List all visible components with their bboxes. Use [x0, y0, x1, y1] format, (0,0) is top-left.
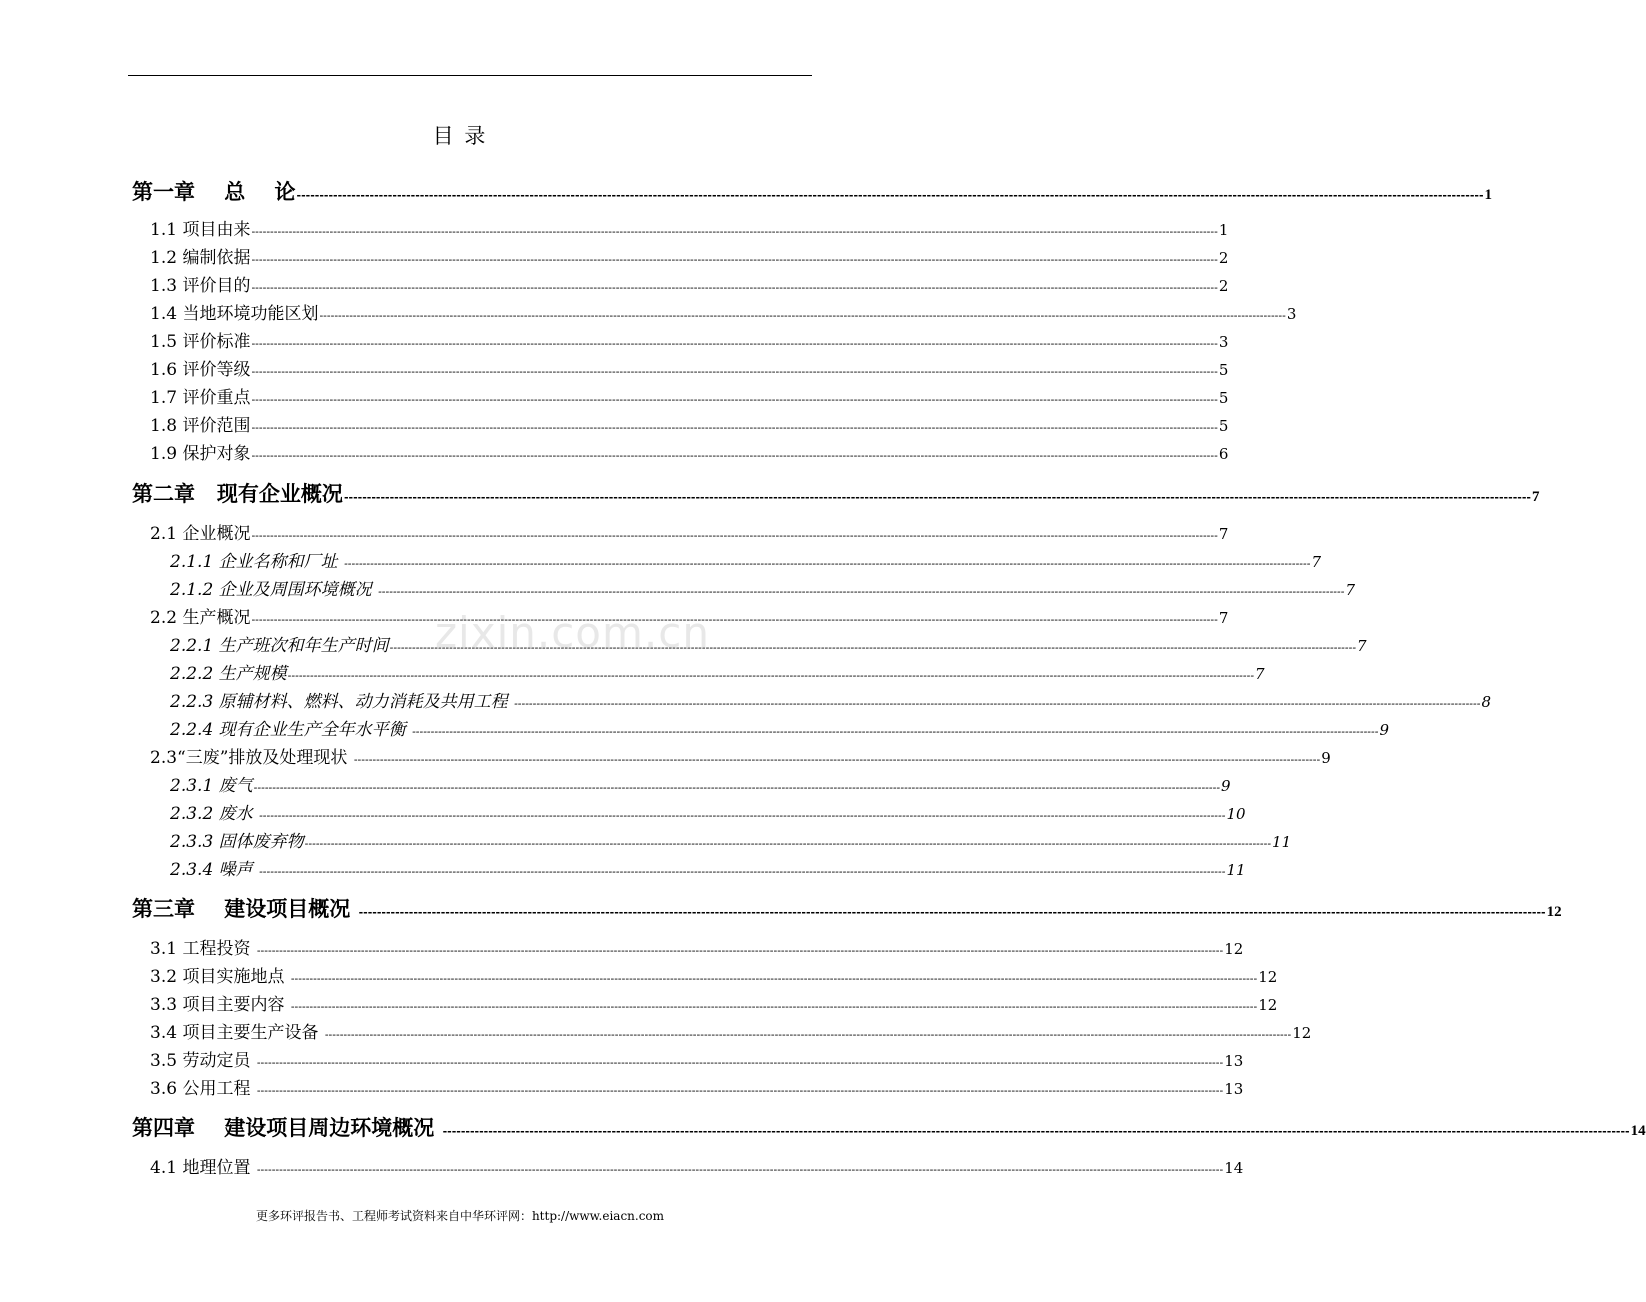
toc-entry-page: 7: [1311, 553, 1321, 571]
toc-leader-dots: --------------------------------------------------------------------------------------------------------------------------------------------------------------------------------------------------------------------------------------------------------------------: [358, 906, 1546, 919]
toc-entry-label: 2.3.4 噪声: [170, 860, 259, 880]
toc-entry[interactable]: [170, 771, 1231, 796]
toc-entry-page: 7: [1357, 637, 1367, 655]
toc-entry-label: 1.7 评价重点: [150, 388, 251, 408]
toc-entry[interactable]: [150, 1046, 1244, 1071]
toc-entry[interactable]: [150, 962, 1278, 987]
toc-leader-dots: --------------------------------------------------------------------------------------------------------------------------------------------------------------------------------------------------------------------------------------------------------------------: [259, 809, 1226, 822]
toc-leader-dots: --------------------------------------------------------------------------------------------------------------------------------------------------------------------------------------------------------------------------------------------------------------------: [296, 189, 1484, 202]
toc-entry[interactable]: [150, 519, 1229, 544]
toc-entry-page: 12: [1224, 940, 1244, 958]
toc-entry-page: 12: [1292, 1024, 1312, 1042]
toc-entry-page: 6: [1218, 445, 1229, 463]
toc-entry-page: 11: [1226, 861, 1246, 879]
toc-leader-dots: --------------------------------------------------------------------------------------------------------------------------------------------------------------------------------------------------------------------------------------------------------------------: [256, 944, 1224, 957]
toc-entry-label: 2.2.3 原辅材料、燃料、动力消耗及共用工程: [170, 692, 514, 712]
toc-leader-dots: --------------------------------------------------------------------------------------------------------------------------------------------------------------------------------------------------------------------------------------------------------------------: [344, 557, 1311, 570]
toc-entry-label: 3.4 项目主要生产设备: [150, 1023, 324, 1043]
toc-entry-page: 12: [1258, 996, 1278, 1014]
toc-leader-dots: --------------------------------------------------------------------------------------------------------------------------------------------------------------------------------------------------------------------------------------------------------------------: [251, 225, 1218, 238]
toc-leader-dots: --------------------------------------------------------------------------------------------------------------------------------------------------------------------------------------------------------------------------------------------------------------------: [259, 865, 1226, 878]
toc-entry-label: 3.5 劳动定员: [150, 1051, 256, 1071]
toc-leader-dots: --------------------------------------------------------------------------------------------------------------------------------------------------------------------------------------------------------------------------------------------------------------------: [304, 837, 1272, 850]
toc-entry-label: 3.6 公用工程: [150, 1079, 256, 1099]
toc-entry-page: 3: [1218, 333, 1229, 351]
toc-leader-dots: --------------------------------------------------------------------------------------------------------------------------------------------------------------------------------------------------------------------------------------------------------------------: [389, 641, 1357, 654]
toc-entry-label: 1.5 评价标准: [150, 332, 251, 352]
toc-leader-dots: --------------------------------------------------------------------------------------------------------------------------------------------------------------------------------------------------------------------------------------------------------------------: [251, 281, 1218, 294]
toc-entry[interactable]: [132, 1112, 1646, 1142]
toc-entry-page: 9: [1221, 777, 1231, 795]
toc-entry[interactable]: [150, 1074, 1244, 1099]
toc-entry-page: 1: [1218, 221, 1229, 239]
toc-leader-dots: --------------------------------------------------------------------------------------------------------------------------------------------------------------------------------------------------------------------------------------------------------------------: [290, 972, 1258, 985]
toc-entry[interactable]: [150, 383, 1229, 408]
toc-entry-page: 5: [1218, 361, 1229, 379]
toc-entry-label: 1.2 编制依据: [150, 248, 251, 268]
toc-entry-page: 13: [1224, 1052, 1244, 1070]
toc-leader-dots: --------------------------------------------------------------------------------------------------------------------------------------------------------------------------------------------------------------------------------------------------------------------: [251, 253, 1218, 266]
toc-entry[interactable]: [170, 799, 1246, 824]
toc-leader-dots: --------------------------------------------------------------------------------------------------------------------------------------------------------------------------------------------------------------------------------------------------------------------: [343, 491, 1531, 504]
toc-entry[interactable]: [132, 478, 1540, 508]
toc-entry-label: 1.1 项目由来: [150, 220, 251, 240]
toc-leader-dots: --------------------------------------------------------------------------------------------------------------------------------------------------------------------------------------------------------------------------------------------------------------------: [256, 1163, 1224, 1176]
toc-entry-label: 2.1 企业概况: [150, 524, 251, 544]
toc-entry-page: 9: [1379, 721, 1389, 739]
toc-entry-page: 2: [1218, 277, 1229, 295]
toc-entry-label: 2.2.2 生产规模: [170, 664, 287, 684]
toc-entry-page: 3: [1286, 305, 1297, 323]
toc-entry[interactable]: [170, 659, 1265, 684]
toc-entry[interactable]: [150, 603, 1229, 628]
toc-entry-label: 3.1 工程投资: [150, 939, 256, 959]
toc-leader-dots: --------------------------------------------------------------------------------------------------------------------------------------------------------------------------------------------------------------------------------------------------------------------: [514, 697, 1481, 710]
toc-entry[interactable]: [170, 575, 1355, 600]
page-footer: 更多环评报告书、工程师考试资料来自中华环评网：http://www.eiacn.com: [255, 1209, 665, 1223]
toc-entry[interactable]: [150, 327, 1229, 352]
toc-entry-label: 4.1 地理位置: [150, 1158, 256, 1178]
toc-entry-label: 2.3.2 废水: [170, 804, 259, 824]
toc-entry-label: 1.9 保护对象: [150, 444, 251, 464]
toc-entry-page: 7: [1218, 525, 1229, 543]
toc-entry-page: 8: [1481, 693, 1491, 711]
toc-leader-dots: --------------------------------------------------------------------------------------------------------------------------------------------------------------------------------------------------------------------------------------------------------------------: [442, 1125, 1630, 1138]
toc-entry-label: 第四章 建设项目周边环境概况: [132, 1116, 442, 1140]
toc-leader-dots: --------------------------------------------------------------------------------------------------------------------------------------------------------------------------------------------------------------------------------------------------------------------: [251, 529, 1218, 542]
toc-leader-dots: --------------------------------------------------------------------------------------------------------------------------------------------------------------------------------------------------------------------------------------------------------------------: [251, 421, 1218, 434]
toc-entry-label: 2.2.4 现有企业生产全年水平衡: [170, 720, 412, 740]
toc-title: 目 录: [432, 124, 488, 148]
toc-entry-page: 12: [1546, 904, 1562, 920]
toc-entry-label: 2.3.3 固体废弃物: [170, 832, 304, 852]
toc-entry-page: 12: [1258, 968, 1278, 986]
toc-entry-page: 7: [1218, 609, 1229, 627]
toc-entry[interactable]: [150, 990, 1278, 1015]
toc-entry[interactable]: [170, 547, 1321, 572]
toc-entry-page: 5: [1218, 389, 1229, 407]
toc-entry-label: 1.3 评价目的: [150, 276, 251, 296]
toc-entry-page: 10: [1226, 805, 1246, 823]
toc-leader-dots: --------------------------------------------------------------------------------------------------------------------------------------------------------------------------------------------------------------------------------------------------------------------: [324, 1028, 1292, 1041]
toc-entry-label: 3.2 项目实施地点: [150, 967, 290, 987]
toc-entry[interactable]: [170, 687, 1491, 712]
toc-entry-label: 2.3.1 废气: [170, 776, 253, 796]
toc-entry[interactable]: [150, 1153, 1244, 1178]
toc-entry-page: 14: [1630, 1123, 1646, 1139]
toc-leader-dots: --------------------------------------------------------------------------------------------------------------------------------------------------------------------------------------------------------------------------------------------------------------------: [251, 393, 1218, 406]
toc-entry-page: 7: [1345, 581, 1355, 599]
toc-leader-dots: --------------------------------------------------------------------------------------------------------------------------------------------------------------------------------------------------------------------------------------------------------------------: [287, 669, 1255, 682]
toc-leader-dots: --------------------------------------------------------------------------------------------------------------------------------------------------------------------------------------------------------------------------------------------------------------------: [253, 781, 1221, 794]
toc-leader-dots: --------------------------------------------------------------------------------------------------------------------------------------------------------------------------------------------------------------------------------------------------------------------: [412, 725, 1379, 738]
toc-entry[interactable]: [150, 243, 1229, 268]
toc-entry[interactable]: [150, 934, 1244, 959]
toc-entry-label: 第二章 现有企业概况: [132, 482, 343, 506]
toc-entry-label: 2.2 生产概况: [150, 608, 251, 628]
toc-leader-dots: --------------------------------------------------------------------------------------------------------------------------------------------------------------------------------------------------------------------------------------------------------------------: [251, 337, 1218, 350]
toc-entry-label: 3.3 项目主要内容: [150, 995, 290, 1015]
toc-entry-page: 9: [1321, 749, 1331, 767]
toc-entry[interactable]: [132, 176, 1493, 206]
toc-entry-page: 7: [1531, 489, 1540, 505]
toc-entry[interactable]: [170, 855, 1246, 880]
toc-entry[interactable]: [132, 893, 1562, 923]
toc-leader-dots: --------------------------------------------------------------------------------------------------------------------------------------------------------------------------------------------------------------------------------------------------------------------: [290, 1000, 1258, 1013]
toc-entry[interactable]: [150, 411, 1229, 436]
toc-entry[interactable]: [150, 1018, 1312, 1043]
toc-entry-label: 第一章 总 论: [132, 180, 296, 204]
toc-entry[interactable]: [150, 215, 1229, 240]
toc-entry[interactable]: [150, 271, 1229, 296]
toc-entry-label: 2.2.1 生产班次和年生产时间: [170, 636, 389, 656]
toc-entry-label: 2.1.2 企业及周围环境概况: [170, 580, 378, 600]
toc-entry[interactable]: [150, 743, 1331, 768]
toc-entry-page: 1: [1484, 187, 1493, 203]
toc-entry[interactable]: [170, 827, 1292, 852]
toc-entry-label: 1.8 评价范围: [150, 416, 251, 436]
toc-entry-label: 2.3“三废”排放及处理现状: [150, 748, 353, 768]
toc-entry[interactable]: [150, 299, 1297, 324]
toc-entry[interactable]: [170, 715, 1389, 740]
toc-entry[interactable]: [150, 355, 1229, 380]
toc-leader-dots: --------------------------------------------------------------------------------------------------------------------------------------------------------------------------------------------------------------------------------------------------------------------: [378, 585, 1345, 598]
toc-entry-page: 2: [1218, 249, 1229, 267]
toc-entry-label: 1.6 评价等级: [150, 360, 251, 380]
toc-entry[interactable]: [170, 631, 1367, 656]
watermark: zixin.com.cn: [435, 608, 710, 657]
toc-entry-page: 5: [1218, 417, 1229, 435]
toc-leader-dots: --------------------------------------------------------------------------------------------------------------------------------------------------------------------------------------------------------------------------------------------------------------------: [251, 365, 1218, 378]
toc-leader-dots: --------------------------------------------------------------------------------------------------------------------------------------------------------------------------------------------------------------------------------------------------------------------: [256, 1084, 1224, 1097]
toc-leader-dots: --------------------------------------------------------------------------------------------------------------------------------------------------------------------------------------------------------------------------------------------------------------------: [251, 449, 1218, 462]
toc-entry-page: 13: [1224, 1080, 1244, 1098]
toc-entry-label: 2.1.1 企业名称和厂址: [170, 552, 344, 572]
toc-entry-label: 第三章 建设项目概况: [132, 897, 358, 921]
toc-entry-label: 1.4 当地环境功能区划: [150, 304, 319, 324]
toc-leader-dots: --------------------------------------------------------------------------------------------------------------------------------------------------------------------------------------------------------------------------------------------------------------------: [353, 753, 1321, 766]
toc-entry[interactable]: [150, 439, 1229, 464]
toc-entry-page: 14: [1224, 1159, 1244, 1177]
toc-entry-page: 7: [1255, 665, 1265, 683]
toc-entry-page: 11: [1272, 833, 1292, 851]
toc-leader-dots: --------------------------------------------------------------------------------------------------------------------------------------------------------------------------------------------------------------------------------------------------------------------: [256, 1056, 1224, 1069]
toc-leader-dots: --------------------------------------------------------------------------------------------------------------------------------------------------------------------------------------------------------------------------------------------------------------------: [319, 309, 1286, 322]
toc-leader-dots: --------------------------------------------------------------------------------------------------------------------------------------------------------------------------------------------------------------------------------------------------------------------: [251, 613, 1218, 626]
